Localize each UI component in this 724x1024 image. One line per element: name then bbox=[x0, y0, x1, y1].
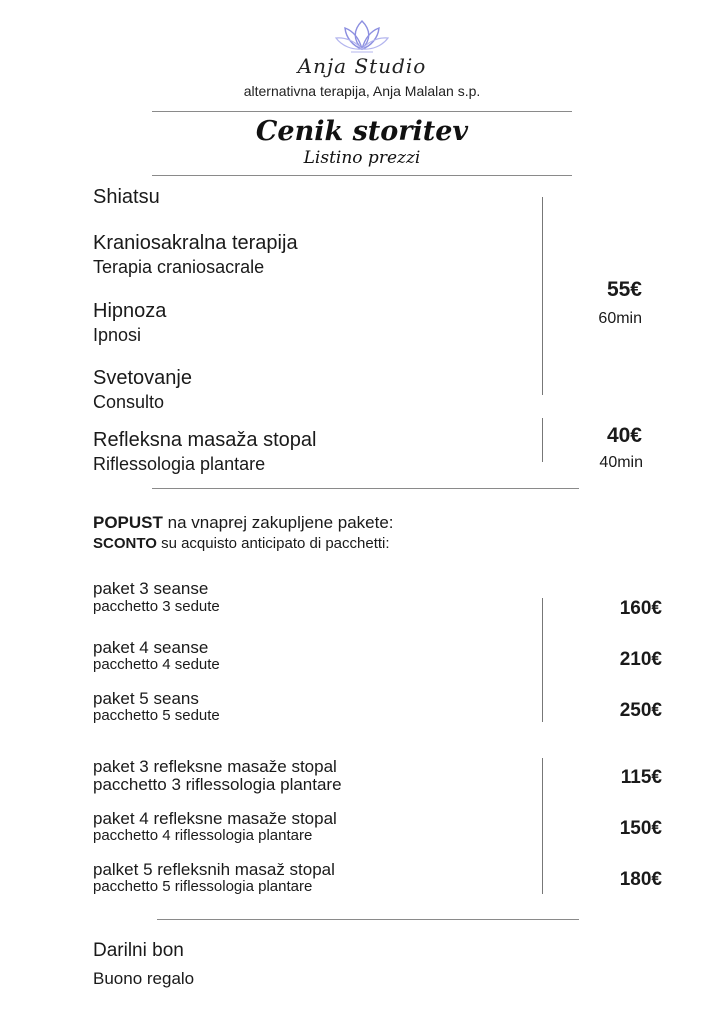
service-name-it: Ipnosi bbox=[93, 325, 142, 345]
package-name: paket 4 refleksne masaže stopal bbox=[93, 809, 337, 828]
service-name: Svetovanje bbox=[93, 367, 192, 389]
voucher-name: Darilni bon bbox=[93, 940, 184, 961]
service-name-it: Consulto bbox=[93, 392, 165, 412]
service-name-it: Riflessologia plantare bbox=[93, 454, 266, 474]
package-price: 115€ bbox=[620, 767, 662, 788]
promo-bold-it: SCONTO bbox=[93, 535, 157, 552]
promo-text bbox=[93, 513, 394, 533]
service-name: Refleksna masaža stopal bbox=[93, 429, 317, 451]
service-name: Hipnoza bbox=[93, 300, 167, 322]
promo-rest: na vnaprej zakupljene pakete: bbox=[162, 513, 394, 532]
promo-bold: POPUST bbox=[93, 513, 163, 532]
package-name-it: pacchetto 5 riflessologia plantare bbox=[93, 878, 313, 895]
service-name: Kraniosakralna terapija bbox=[93, 232, 298, 254]
service-name: Shiatsu bbox=[93, 186, 160, 208]
divider bbox=[157, 919, 579, 920]
divider bbox=[152, 175, 572, 176]
package-name: paket 3 seanse bbox=[93, 579, 209, 598]
package-name: paket 4 seanse bbox=[93, 638, 209, 657]
package-name-it: pacchetto 3 sedute bbox=[93, 598, 220, 615]
page-title: Cenik storitev bbox=[255, 116, 469, 147]
lotus-logo-icon bbox=[333, 18, 391, 54]
package-name: paket 5 seans bbox=[93, 689, 199, 708]
price-separator bbox=[542, 197, 543, 395]
price-separator bbox=[542, 598, 543, 722]
package-price: 180€ bbox=[619, 869, 662, 890]
promo-text-it bbox=[93, 535, 390, 552]
duration: 60min bbox=[598, 310, 642, 327]
page-title-it: Listino prezzi bbox=[303, 148, 421, 168]
service-name-it: Terapia craniosacrale bbox=[93, 257, 265, 277]
package-name: palket 5 refleksnih masaž stopal bbox=[93, 860, 335, 879]
divider bbox=[152, 111, 572, 112]
divider bbox=[152, 488, 579, 489]
package-name-it: pacchetto 5 sedute bbox=[93, 707, 220, 724]
package-price: 150€ bbox=[619, 818, 662, 839]
package-name-it: pacchetto 4 sedute bbox=[93, 656, 220, 673]
duration: 40min bbox=[599, 454, 643, 471]
package-price: 250€ bbox=[619, 700, 662, 721]
promo-rest-it: su acquisto anticipato di pacchetti: bbox=[156, 535, 390, 552]
price: 55€ bbox=[606, 278, 642, 301]
package-name: paket 3 refleksne masaže stopal bbox=[93, 757, 337, 776]
package-price: 160€ bbox=[619, 598, 662, 619]
package-name-it: pacchetto 3 riflessologia plantare bbox=[93, 775, 342, 794]
package-price: 210€ bbox=[619, 649, 662, 670]
price-separator bbox=[542, 758, 543, 894]
brand-name: Anja Studio bbox=[297, 54, 427, 78]
package-name-it: pacchetto 4 riflessologia plantare bbox=[93, 827, 313, 844]
price: 40€ bbox=[606, 424, 642, 447]
brand-subtitle: alternativna terapija, Anja Malalan s.p. bbox=[243, 83, 481, 99]
price-separator bbox=[542, 418, 543, 462]
voucher-name-it: Buono regalo bbox=[93, 969, 195, 988]
